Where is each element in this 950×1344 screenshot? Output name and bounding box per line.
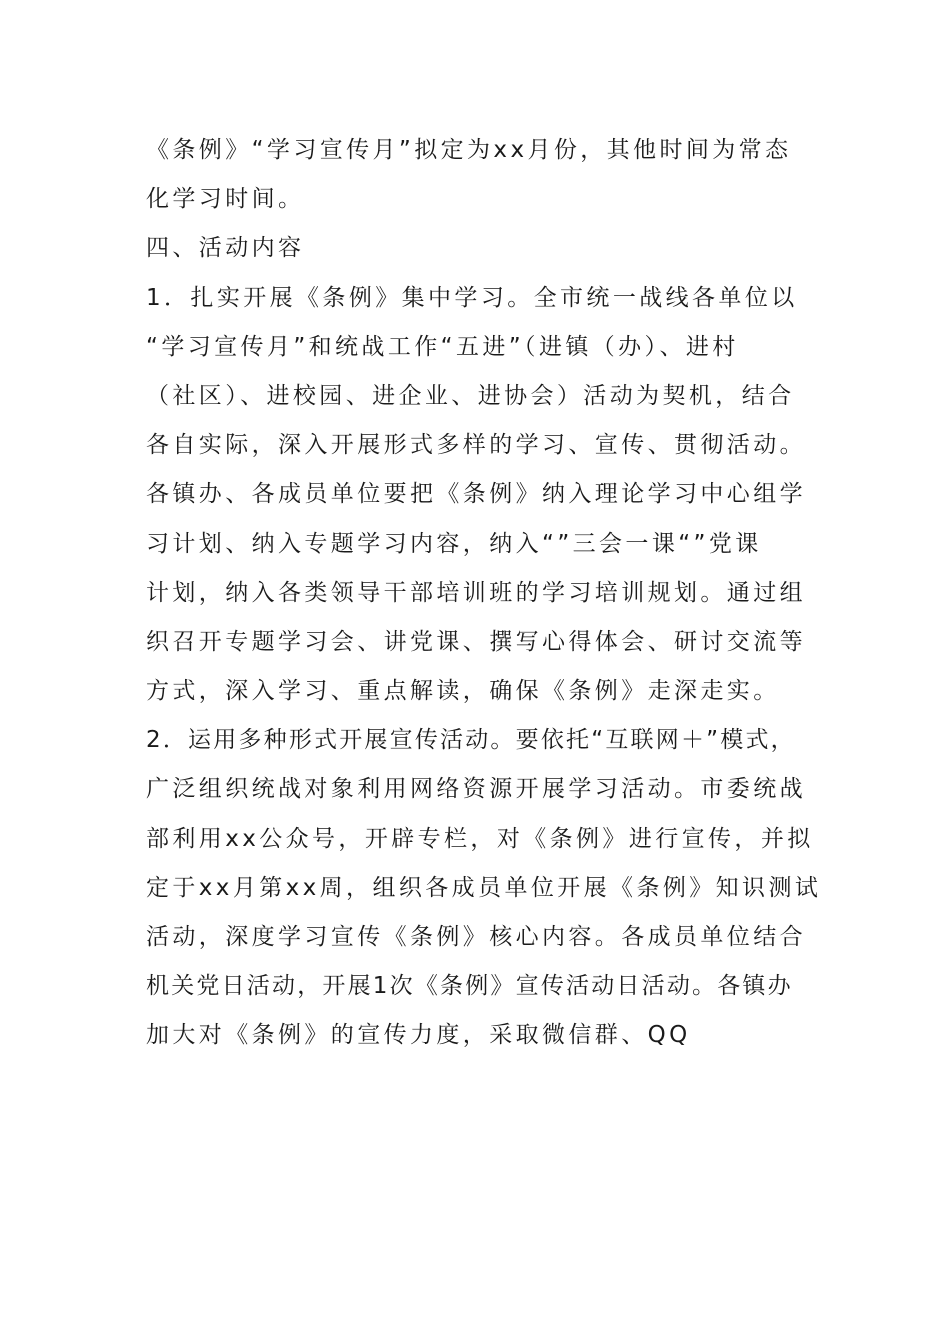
text-line: “学习宣传月”和统战工作“五进”（进镇（办）、进村 — [146, 333, 739, 360]
text-line: 织召开专题学习会、讲党课、撰写心得体会、研讨交流等 — [146, 628, 806, 655]
text-line: 《条例》“学习宣传月”拟定为xx月份，其他时间为常态 — [146, 137, 792, 163]
text-line: 机关党日活动，开展1次《条例》宣传活动日活动。各镇办 — [146, 973, 793, 1000]
text-line: 活动，深度学习宣传《条例》核心内容。各成员单位结合 — [146, 924, 806, 950]
text-line: 加大对《条例》的宣传力度，采取微信群、QQ — [146, 1022, 691, 1049]
text-line: 各镇办、各成员单位要把《条例》纳入理论学习中心组学 — [146, 481, 806, 508]
text-line: 各自实际，深入开展形式多样的学习、宣传、贯彻活动。 — [146, 432, 806, 459]
text-line: 部利用xx公众号，开辟专栏，对《条例》进行宣传，并拟 — [146, 825, 814, 852]
text-line: 1．扎实开展《条例》集中学习。全市统一战线各单位以 — [146, 284, 798, 311]
text-line: 定于xx月第xx周，组织各成员单位开展《条例》知识测试 — [146, 874, 822, 901]
text-line: 2．运用多种形式开展宣传活动。要依托“互联网＋”模式， — [146, 727, 796, 754]
text-line: 习计划、纳入专题学习内容，纳入“”三会一课“”党课 — [146, 530, 762, 557]
text-line: （社区）、进校园、进企业、进协会）活动为契机，结合 — [146, 382, 795, 409]
text-line: 计划，纳入各类领导干部培训班的学习培训规划。通过组 — [146, 579, 806, 606]
section-heading: 四、活动内容 — [146, 235, 305, 262]
text-line: 化学习时间。 — [146, 186, 305, 213]
document-body — [146, 126, 822, 1061]
text-line: 广泛组织统战对象利用网络资源开展学习活动。市委统战 — [146, 776, 806, 803]
text-line: 方式，深入学习、重点解读，确保《条例》走深走实。 — [146, 678, 780, 705]
